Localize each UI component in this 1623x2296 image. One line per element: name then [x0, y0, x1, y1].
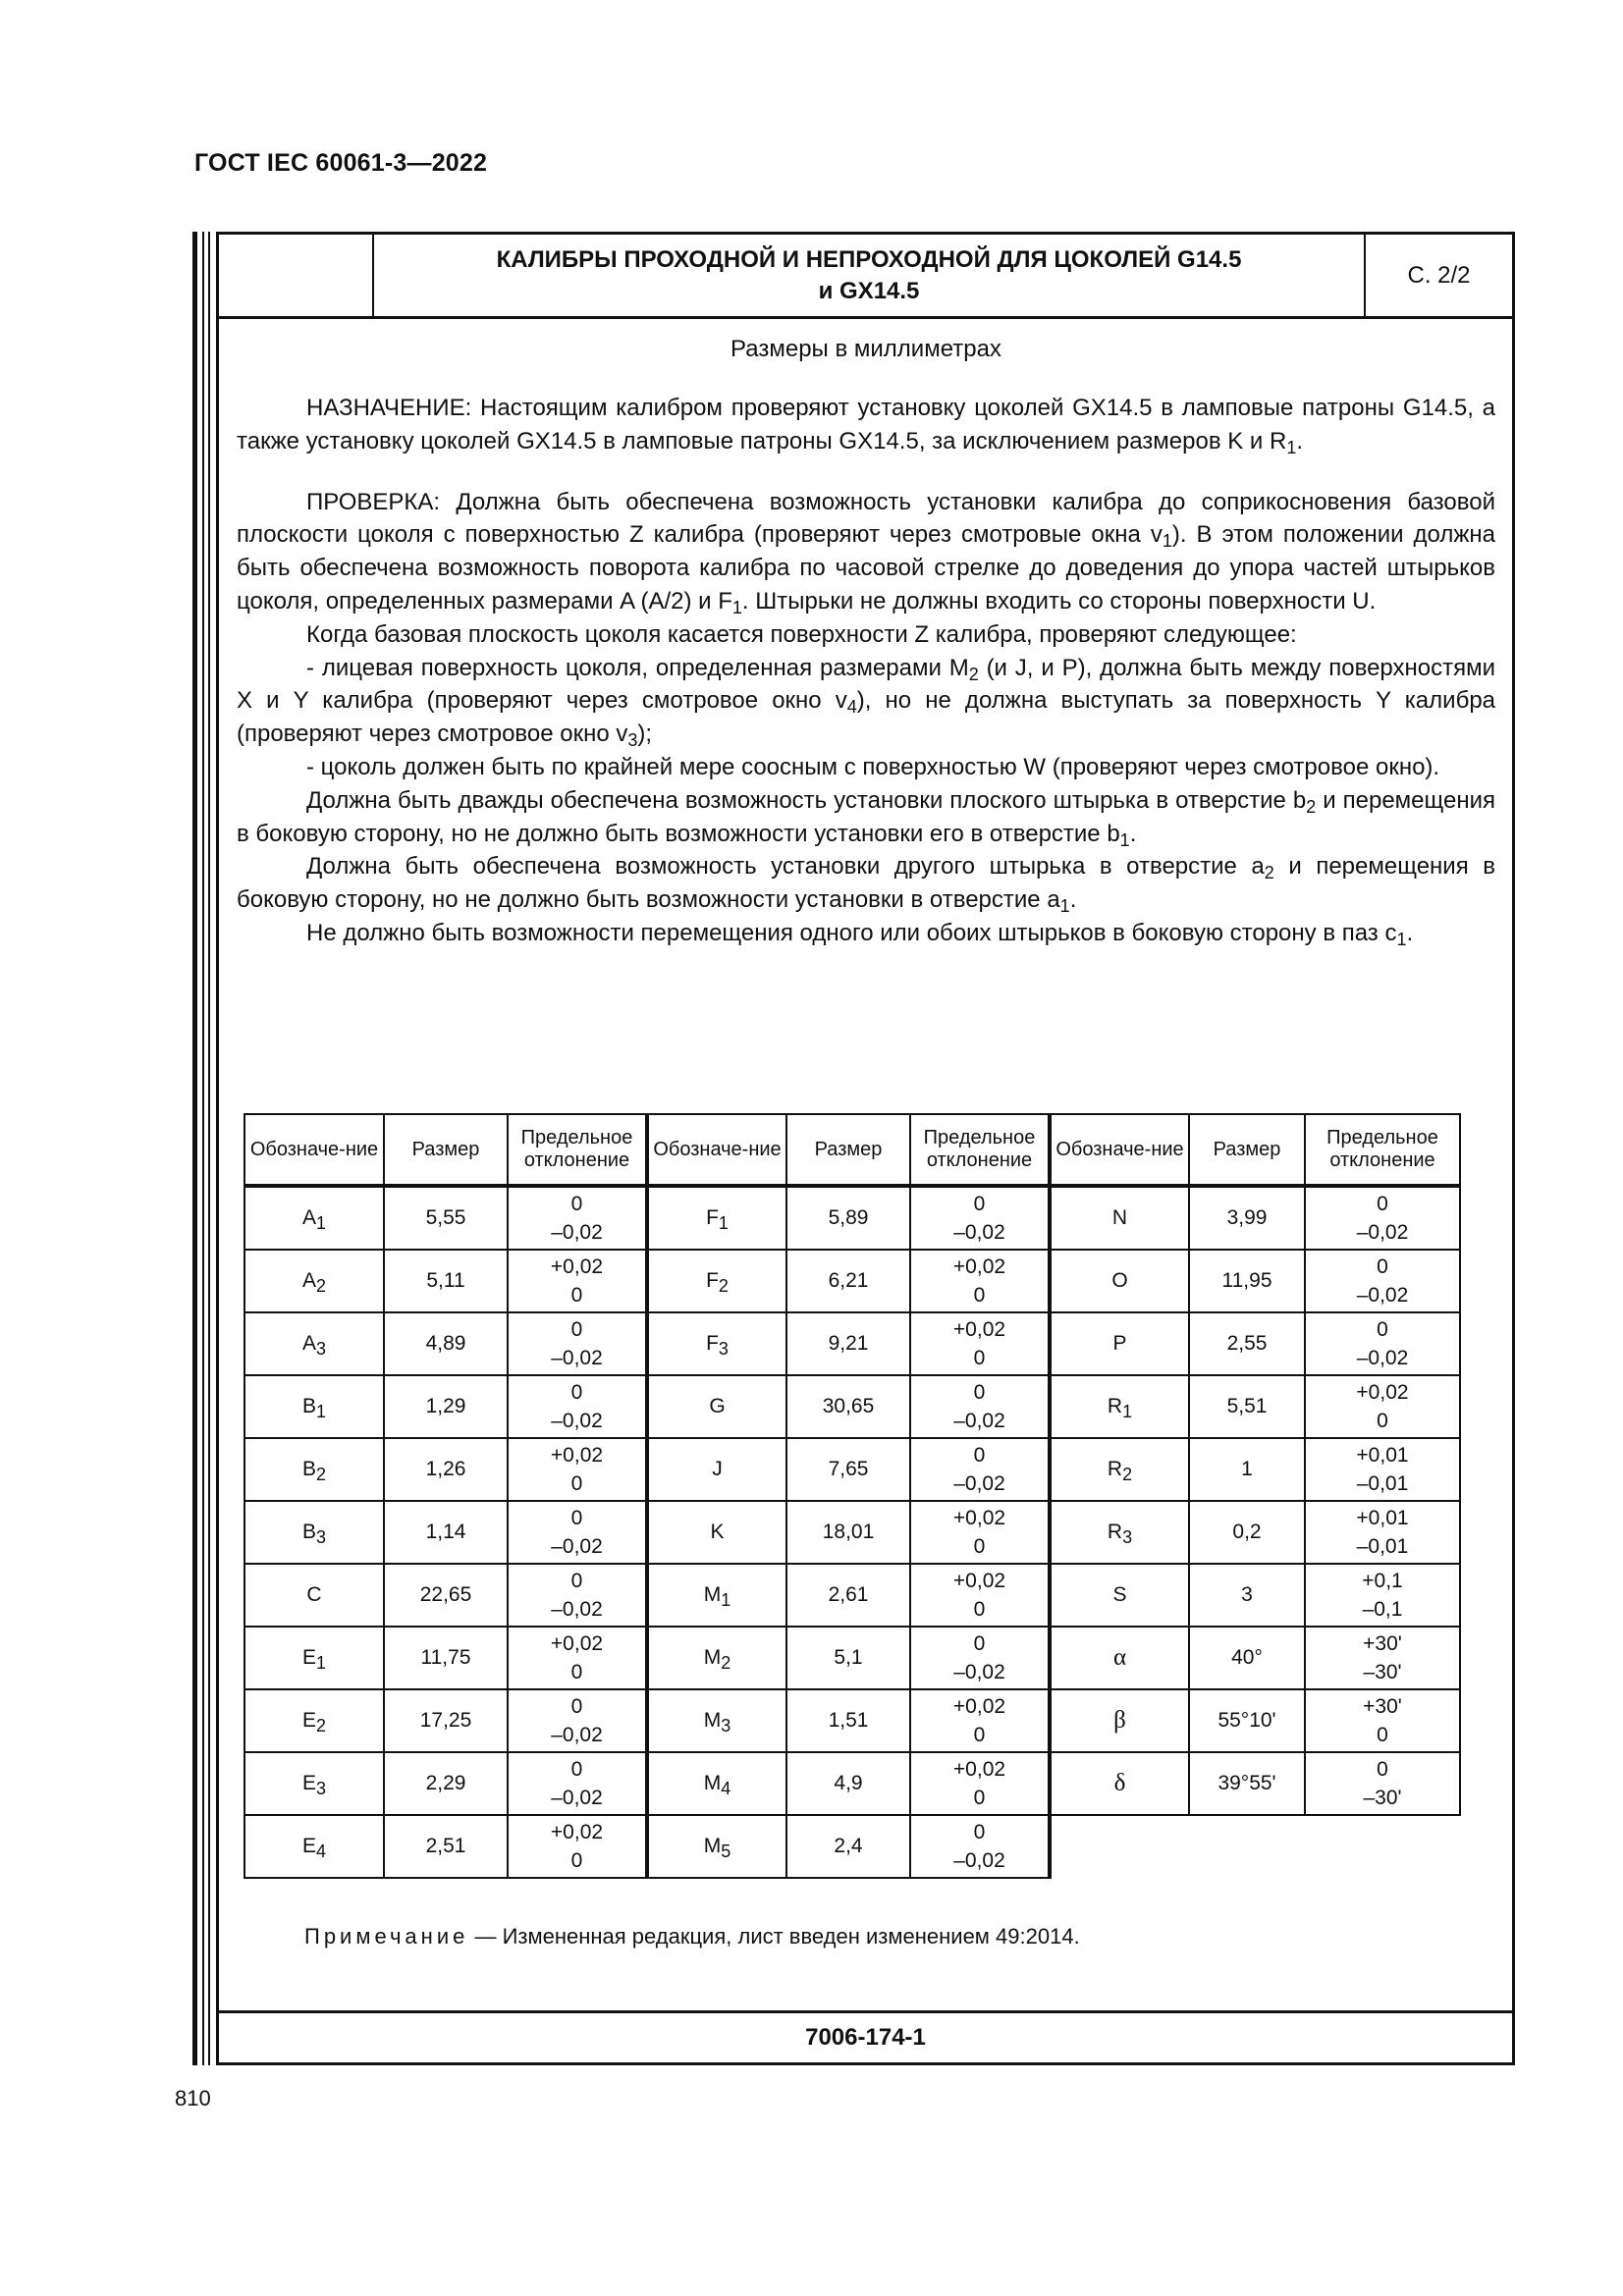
column-header: Предельное отклонение — [1305, 1114, 1460, 1186]
table-row — [244, 1438, 1460, 1501]
designation-cell: $M_2$ — [647, 1627, 786, 1689]
designation-cell: $F_2$ — [647, 1250, 786, 1312]
size-cell: 18,01 — [786, 1501, 910, 1564]
table-row — [244, 1501, 1460, 1564]
check-paragraph: ПРОВЕРКА: Должна быть обеспечена возможность установки калибра до соприкосновения базовой плоскости цоколя с поверхностью Z калибра (проверяют через смотровые окна $v_1$). В этом положении должна быть обеспечена возможность поворота калибра по часовой стрелке до доведения до упора частей штырьков цоколя, определенных размерами A (A/2) и $F_1$. Штырьки не должны входить со стороны поверхности U. — [237, 488, 1496, 617]
empty-cell — [1050, 1815, 1460, 1878]
size-cell: 5,51 — [1189, 1375, 1305, 1438]
deviation-cell: 0 –0,02 — [1305, 1250, 1460, 1312]
face-paragraph: - лицевая поверхность цоколя, определенная размерами $M_2$ (и J, и P), должна быть между поверхностями X и Y калибра (проверяют через смотровое окно $v_4$), но не должна выступать за поверхность Y калибра (проверяют через смотровое окно $v_3$); — [237, 654, 1496, 751]
size-cell: 2,29 — [384, 1752, 508, 1815]
size-cell: 22,65 — [384, 1564, 508, 1627]
document-header: ГОСТ IEC 60061-3—2022 — [194, 149, 488, 177]
table-row — [244, 1250, 1460, 1312]
deviation-cell: 0 –0,02 — [508, 1501, 647, 1564]
deviation-cell: +0,02 0 — [910, 1312, 1050, 1375]
size-cell: 2,61 — [786, 1564, 910, 1627]
size-cell: 39°55' — [1189, 1752, 1305, 1815]
title-line-2: и GX14.5 — [818, 277, 920, 304]
column-header: Предельное отклонение — [910, 1114, 1050, 1186]
table-note — [304, 1924, 1080, 1949]
note-text: — Измененная редакция, лист введен изменением 49:2014. — [468, 1924, 1080, 1949]
deviation-cell: 0 –0,02 — [1305, 1312, 1460, 1375]
size-cell: 4,89 — [384, 1312, 508, 1375]
deviation-cell: 0 –0,02 — [910, 1815, 1050, 1878]
column-header: Обозначе-ние — [1050, 1114, 1189, 1186]
designation-cell: $R_2$ — [1050, 1438, 1189, 1501]
column-header: Обозначе-ние — [647, 1114, 786, 1186]
designation-cell: $E_1$ — [244, 1627, 384, 1689]
designation-cell: $M_5$ — [647, 1815, 786, 1878]
drawing-code: 7006-174-1 — [219, 2010, 1512, 2062]
size-cell: 2,55 — [1189, 1312, 1305, 1375]
margin-bar — [192, 232, 197, 2065]
designation-cell: P — [1050, 1312, 1189, 1375]
size-cell: 6,21 — [786, 1250, 910, 1312]
designation-cell: C — [244, 1564, 384, 1627]
column-header: Размер — [1189, 1114, 1305, 1186]
coaxial-paragraph: - цоколь должен быть по крайней мере соосным с поверхностью W (проверяют через смотровое окно). — [306, 753, 1440, 780]
deviation-cell: +0,02 0 — [508, 1627, 647, 1689]
designation-cell: O — [1050, 1250, 1189, 1312]
deviation-cell: +0,01 –0,01 — [1305, 1501, 1460, 1564]
designation-cell: $B_3$ — [244, 1501, 384, 1564]
sheet-title — [374, 235, 1366, 316]
size-cell: 5,89 — [786, 1186, 910, 1250]
table-row — [244, 1564, 1460, 1627]
designation-cell: $R_3$ — [1050, 1501, 1189, 1564]
designation-cell: G — [647, 1375, 786, 1438]
designation-cell: $R_1$ — [1050, 1375, 1189, 1438]
table-row — [244, 1752, 1460, 1815]
designation-cell: $B_1$ — [244, 1375, 384, 1438]
table-row — [244, 1186, 1460, 1250]
designation-cell: $F_3$ — [647, 1312, 786, 1375]
deviation-cell: 0 –30' — [1305, 1752, 1460, 1815]
deviation-cell: 0 –0,02 — [910, 1627, 1050, 1689]
table-row — [244, 1375, 1460, 1438]
designation-cell: β — [1050, 1689, 1189, 1752]
body-text — [237, 319, 1495, 950]
size-cell: 0,2 — [1189, 1501, 1305, 1564]
deviation-cell: +0,02 0 — [910, 1689, 1050, 1752]
designation-cell: $M_3$ — [647, 1689, 786, 1752]
size-cell: 55°10' — [1189, 1689, 1305, 1752]
designation-cell: J — [647, 1438, 786, 1501]
deviation-cell: 0 –0,02 — [508, 1564, 647, 1627]
designation-cell: $A_2$ — [244, 1250, 384, 1312]
deviation-cell: 0 –0,02 — [910, 1186, 1050, 1250]
size-cell: 3 — [1189, 1564, 1305, 1627]
deviation-cell: 0 –0,02 — [508, 1375, 647, 1438]
size-cell: 7,65 — [786, 1438, 910, 1501]
size-cell: 5,55 — [384, 1186, 508, 1250]
designation-cell: $B_2$ — [244, 1438, 384, 1501]
size-cell: 1,26 — [384, 1438, 508, 1501]
designation-cell: $E_4$ — [244, 1815, 384, 1878]
deviation-cell: 0 –0,02 — [1305, 1186, 1460, 1250]
deviation-cell: +0,1 –0,1 — [1305, 1564, 1460, 1627]
deviation-cell: +0,02 0 — [910, 1250, 1050, 1312]
column-header: Предельное отклонение — [508, 1114, 647, 1186]
size-cell: 17,25 — [384, 1689, 508, 1752]
groove-paragraph: Не должно быть возможности перемещения одного или обоих штырьков в боковую сторону в паз $c_1$. — [306, 919, 1414, 949]
title-blank-cell — [219, 235, 374, 316]
flat-pin-paragraph: Должна быть дважды обеспечена возможность установки плоского штырька в отверстие $b_2$ и перемещения в боковую сторону, но не должно быть возможности установки его в отверстие $b_1$. — [237, 786, 1496, 850]
size-cell: 2,4 — [786, 1815, 910, 1878]
sheet-number: С. 2/2 — [1407, 261, 1471, 289]
designation-cell: K — [647, 1501, 786, 1564]
size-cell: 30,65 — [786, 1375, 910, 1438]
size-cell: 1,14 — [384, 1501, 508, 1564]
purpose-paragraph: НАЗНАЧЕНИЕ: Настоящим калибром проверяют установку цоколей GX14.5 в ламповые патроны G14.5, а также установку цоколей GX14.5 в ламповые патроны GX14.5, за исключением размеров K и $R_1$. — [237, 395, 1495, 457]
page-number: 810 — [175, 2086, 211, 2110]
designation-cell: N — [1050, 1186, 1189, 1250]
size-cell: 5,11 — [384, 1250, 508, 1312]
deviation-cell: 0 –0,02 — [508, 1312, 647, 1375]
designation-cell: $M_1$ — [647, 1564, 786, 1627]
table-row — [244, 1312, 1460, 1375]
column-header: Обозначе-ние — [244, 1114, 384, 1186]
deviation-cell: +0,02 0 — [910, 1752, 1050, 1815]
size-cell: 4,9 — [786, 1752, 910, 1815]
dimensions-table — [243, 1113, 1461, 1879]
margin-bar — [208, 232, 210, 2065]
table-row — [244, 1689, 1460, 1752]
designation-cell: $M_4$ — [647, 1752, 786, 1815]
margin-bar — [202, 232, 204, 2065]
note-label: Примечание — [304, 1924, 469, 1949]
deviation-cell: 0 –0,02 — [910, 1375, 1050, 1438]
designation-cell: $E_3$ — [244, 1752, 384, 1815]
size-cell: 2,51 — [384, 1815, 508, 1878]
table-row — [244, 1627, 1460, 1689]
size-cell: 1,29 — [384, 1375, 508, 1438]
designation-cell: $A_3$ — [244, 1312, 384, 1375]
column-header: Размер — [384, 1114, 508, 1186]
size-cell: 1,51 — [786, 1689, 910, 1752]
designation-cell: α — [1050, 1627, 1189, 1689]
table-header-row — [244, 1114, 1460, 1186]
other-pin-paragraph: Должна быть обеспечена возможность установки другого штырька в отверстие $a_2$ и перемещения в боковую сторону, но не должно быть возможности установки в отверстие $a_1$. — [237, 853, 1495, 917]
deviation-cell: +0,02 0 — [508, 1438, 647, 1501]
sheet-frame — [216, 232, 1515, 2065]
title-line-1: КАЛИБРЫ ПРОХОДНОЙ И НЕПРОХОДНОЙ ДЛЯ ЦОКОЛЕЙ G14.5 — [496, 245, 1242, 273]
designation-cell: S — [1050, 1564, 1189, 1627]
size-cell: 11,95 — [1189, 1250, 1305, 1312]
size-cell: 3,99 — [1189, 1186, 1305, 1250]
deviation-cell: +0,02 0 — [910, 1564, 1050, 1627]
table-row — [244, 1815, 1460, 1878]
deviation-cell: +30' 0 — [1305, 1689, 1460, 1752]
deviation-cell: 0 –0,02 — [508, 1752, 647, 1815]
designation-cell: $E_2$ — [244, 1689, 384, 1752]
deviation-cell: 0 –0,02 — [508, 1186, 647, 1250]
contact-paragraph: Когда базовая плоскость цоколя касается поверхности Z калибра, проверяют следующее: — [306, 620, 1297, 648]
size-cell: 9,21 — [786, 1312, 910, 1375]
deviation-cell: +30' –30' — [1305, 1627, 1460, 1689]
units-note: Размеры в миллиметрах — [730, 336, 1001, 362]
deviation-cell: +0,01 –0,01 — [1305, 1438, 1460, 1501]
deviation-cell: +0,02 0 — [508, 1250, 647, 1312]
deviation-cell: +0,02 0 — [508, 1815, 647, 1878]
title-block — [219, 235, 1512, 319]
deviation-cell: 0 –0,02 — [508, 1689, 647, 1752]
designation-cell: δ — [1050, 1752, 1189, 1815]
size-cell: 5,1 — [786, 1627, 910, 1689]
size-cell: 40° — [1189, 1627, 1305, 1689]
designation-cell: $F_1$ — [647, 1186, 786, 1250]
column-header: Размер — [786, 1114, 910, 1186]
size-cell: 1 — [1189, 1438, 1305, 1501]
size-cell: 11,75 — [384, 1627, 508, 1689]
deviation-cell: 0 –0,02 — [910, 1438, 1050, 1501]
deviation-cell: +0,02 0 — [1305, 1375, 1460, 1438]
deviation-cell: +0,02 0 — [910, 1501, 1050, 1564]
designation-cell: $A_1$ — [244, 1186, 384, 1250]
